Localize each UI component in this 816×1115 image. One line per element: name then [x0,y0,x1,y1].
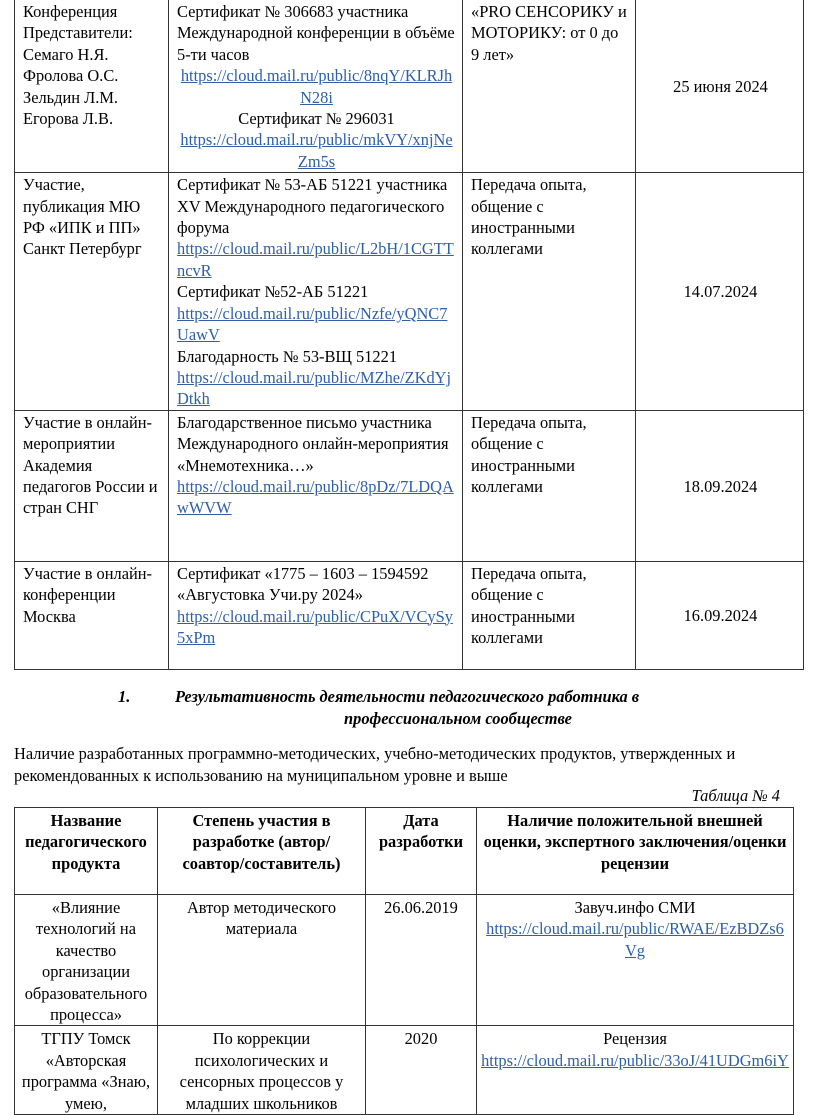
review-link[interactable]: https://cloud.mail.ru/public/RWAE/EzBDZs6Vg [486,919,784,960]
date-cell: 16.09.2024 [636,561,804,669]
gratitude-link[interactable]: https://cloud.mail.ru/public/8pDz/7LDQAwWVW [177,476,454,518]
section-title-line1: Результативность деятельности педагогического работника в [175,687,640,706]
certificate-link[interactable]: https://cloud.mail.ru/public/CPuX/VCySy5xPm [177,606,453,647]
date-cell: 14.07.2024 [636,173,804,410]
products-table [14,807,794,1115]
section-paragraph: Наличие разработанных программно-методических, учебно-методических продуктов, утвержденных и рекомендованных к использованию на муниципальном уровне и выше [14,744,736,785]
column-header-date: Дата разработки [366,808,477,895]
product-cell: ТГПУ Томск «Авторская программа «Знаю, умею, [15,1026,158,1115]
review-cell [477,1026,794,1115]
date-cell: 25 июня 2024 [636,0,804,173]
event-line: Участие, публикация МЮ РФ «ИПК и ПП» [23,175,141,238]
section-title-line2: профессиональном сообществе [344,709,572,728]
table-row [15,410,804,561]
table-header-row [15,808,794,895]
documents-cell [169,561,463,669]
review-label: Завуч.инфо СМИ [574,898,696,917]
documents-cell [169,410,463,561]
result-cell: Передача опыта, общение с иностранными коллегами [463,410,636,561]
table-row [15,173,804,410]
participation-table [14,0,804,670]
certificate-link[interactable]: https://cloud.mail.ru/public/8nqY/KLRJhN28i [180,66,453,107]
gratitude-text: Благодарственное письмо участника Международного онлайн-мероприятия «Мнемотехника…» [177,412,449,475]
event-cell [15,561,169,669]
event-line: Семаго Н.Я. [23,44,109,64]
result-cell: Передача опыта, общение с иностранными коллегами [463,561,636,669]
documents-cell [169,173,463,410]
event-line: Представители: [23,23,133,43]
section-number: 1. [118,687,131,706]
date-cell: 18.09.2024 [636,410,804,561]
gratitude-link[interactable]: https://cloud.mail.ru/public/MZhe/ZKdYjDtkh [177,367,452,409]
table-row [15,895,794,1026]
result-cell: «PRO СЕНСОРИКУ и МОТОРИКУ: от 0 до 9 лет» [463,0,636,173]
column-header-product: Название педагогического продукта [15,808,158,895]
participation-cell: По коррекции психологических и сенсорных процессов у младших школьников [158,1026,366,1115]
certificate-text: Сертификат № 53-АБ 51221 участника XV Международного педагогического форума [177,175,448,238]
documents-cell [169,0,463,173]
certificate-text: Сертификат № 296031 [238,109,395,129]
product-cell: «Влияние технологий на качество организации образовательного процесса» [15,895,158,1026]
certificate-text: Сертификат № 306683 участника Международной конференции в объёме 5-ти часов [177,2,455,64]
event-line: Егорова Л.В. [23,109,114,129]
review-label: Рецензия [603,1029,667,1049]
review-link[interactable]: https://cloud.mail.ru/public/33oJ/41UDGm6iY [481,1050,789,1070]
event-line: Зельдин Л.М. [23,87,119,107]
certificate-text: Сертификат №52-АБ 51221 [177,282,369,302]
event-cell [15,173,169,410]
event-line: Участие в онлайн-мероприятии Академия педагогов России и стран СНГ [23,412,158,518]
certificate-link[interactable]: https://cloud.mail.ru/public/Nzfe/yQNC7UawV [177,303,448,345]
date-cell: 2020 [366,1026,477,1115]
participation-cell: Автор методического материала [158,895,366,1026]
table-row [15,561,804,669]
gratitude-text: Благодарность № 53-ВЩ 51221 [177,346,398,366]
column-header-review: Наличие положительной внешней оценки, экспертного заключения/оценки рецензии [477,808,794,895]
date-cell: 26.06.2019 [366,895,477,1026]
review-cell [477,895,794,1026]
certificate-text: Сертификат «1775 – 1603 – 1594592 «Августовка Учи.ру 2024» [177,563,429,605]
certificate-link[interactable]: https://cloud.mail.ru/public/L2bH/1CGTTncvR [177,239,454,280]
event-cell [15,0,169,173]
event-line: Участие в онлайн-конференции Москва [23,563,152,626]
event-line: Фролова О.С. [23,66,119,86]
column-header-participation: Степень участия в разработке (автор/соавтор/составитель) [158,808,366,895]
event-cell [15,410,169,561]
result-cell: Передача опыта, общение с иностранными коллегами [463,173,636,410]
event-line: Конференция [23,2,118,21]
table-row [15,0,804,173]
table-caption: Таблица № 4 [691,786,780,805]
certificate-link[interactable]: https://cloud.mail.ru/public/mkVY/xnjNeZm5s [180,130,453,171]
event-line: Санкт Петербург [23,239,142,259]
table-row [15,1026,794,1115]
